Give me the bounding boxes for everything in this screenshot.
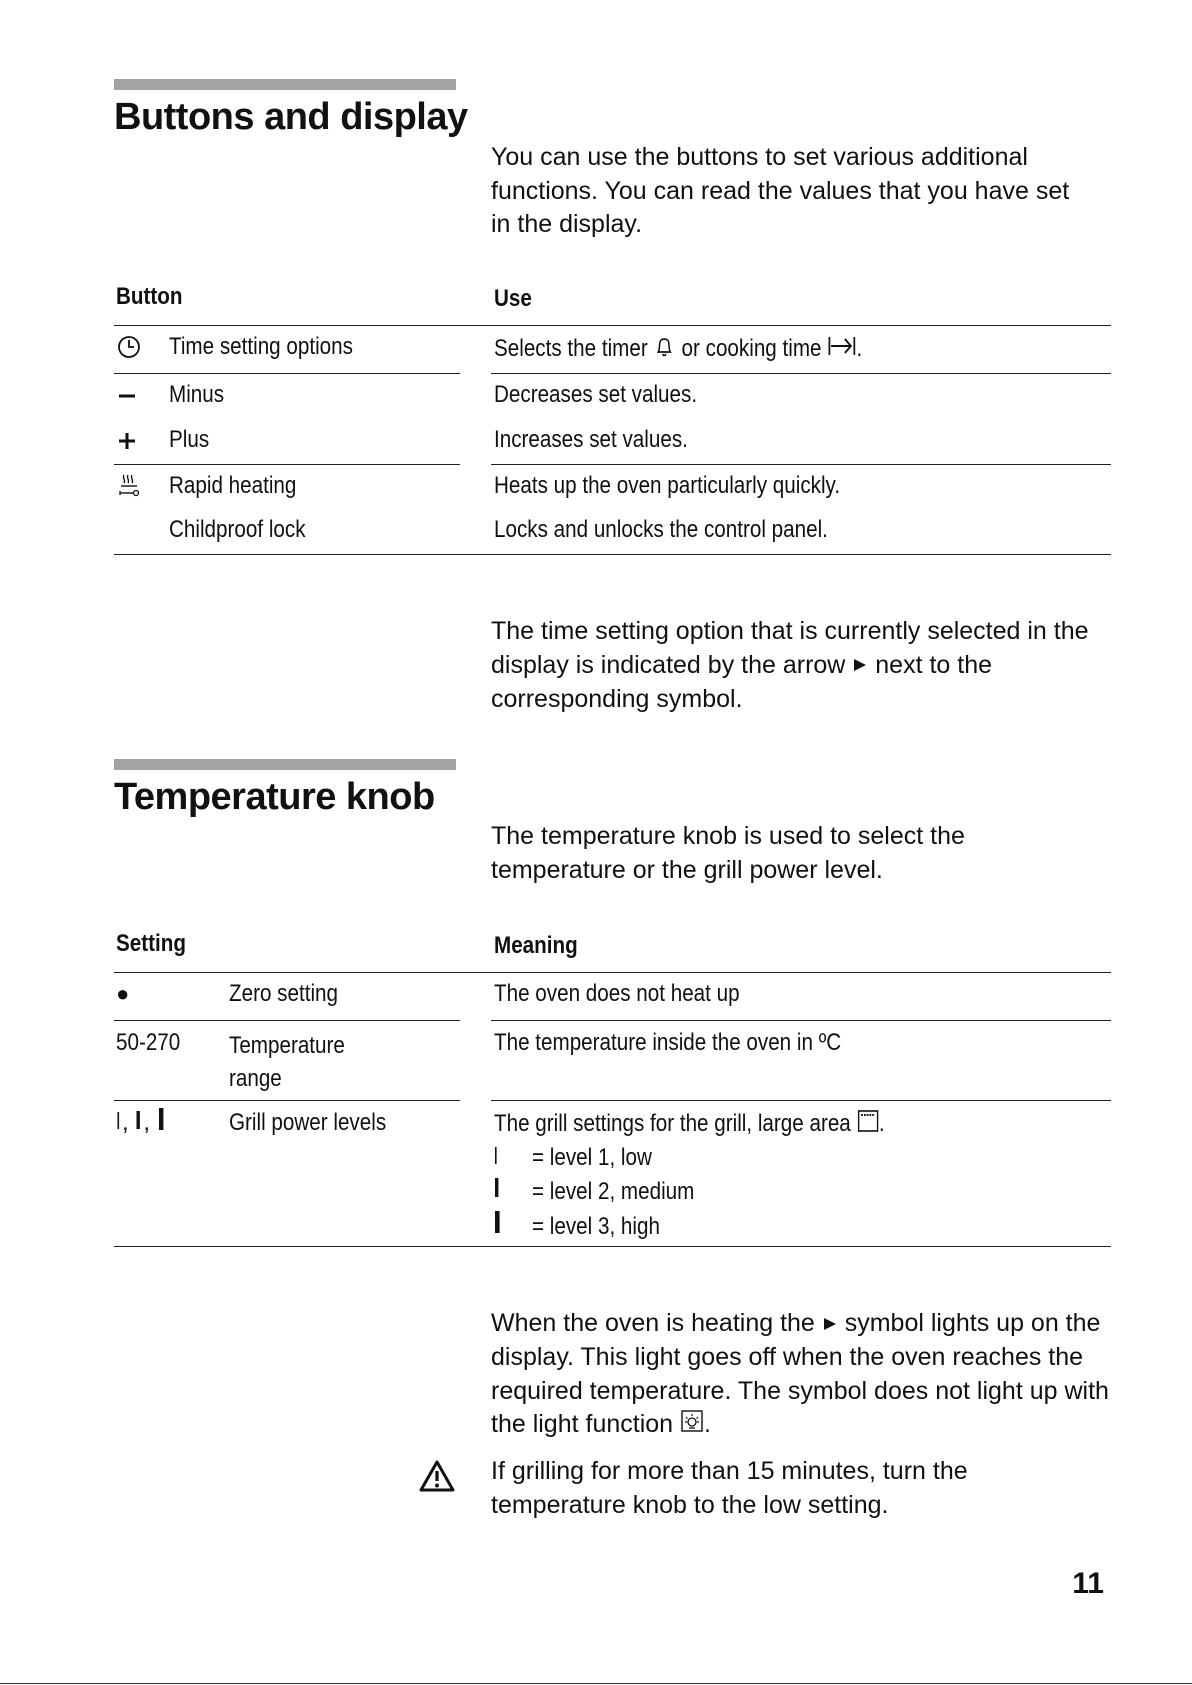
note-heating-symbol: When the oven is heating the symbol lights up on the display. This light goes off when the oven reaches the required temperature. The symbol does not light up with the light function .	[491, 1307, 1111, 1442]
section-bar-buttons	[114, 79, 456, 90]
minus-icon	[116, 383, 138, 409]
light-function-icon	[680, 1409, 704, 1443]
table1-rule-2-right	[491, 464, 1111, 465]
setting-temperature-range: 50-270	[116, 1029, 181, 1056]
row-use-time-setting: Selects the timer or cooking time .	[494, 333, 922, 366]
row-meaning-grill: The grill settings for the grill, large area .	[494, 1109, 948, 1140]
warning-text: If grilling for more than 15 minutes, turn the temperature knob to the low setting.	[491, 1457, 968, 1519]
grill-level-list	[494, 1141, 721, 1245]
heading-buttons-and-display: Buttons and display	[114, 96, 468, 138]
page-number: 11	[1072, 1567, 1104, 1600]
row-label-plus: Plus	[169, 426, 210, 453]
table2-rule-1-right	[491, 1020, 1111, 1021]
cooking-time-icon	[827, 334, 856, 365]
table1-rule-1-left	[114, 373, 460, 374]
row-label-rapid-heating: Rapid heating	[169, 472, 297, 499]
row-use-childproof-lock: Locks and unlocks the control panel.	[494, 516, 828, 543]
table2-rule-2-left	[114, 1100, 460, 1101]
section-bar-temperature	[114, 759, 456, 770]
heading-temperature-knob: Temperature knob	[114, 776, 435, 818]
intro-buttons: You can use the buttons to set various additional functions. You can read the values that you have set in the display.	[491, 143, 1070, 238]
grill-level-1-row: = level 1, low	[494, 1141, 721, 1175]
warning-icon	[417, 1458, 457, 1494]
row-label-grill-power: Grill power levels	[229, 1109, 387, 1136]
table1-rule-2-left	[114, 464, 460, 465]
row-use-plus: Increases set values.	[494, 426, 688, 453]
grill-level-2-row: = level 2, medium	[494, 1175, 721, 1209]
table2-rule-1-left	[114, 1020, 460, 1021]
bell-icon	[653, 333, 675, 366]
table1-rule-bottom	[114, 554, 1111, 555]
grill-level-3-icon	[157, 1107, 166, 1140]
setting-grill-levels: , ,	[116, 1107, 166, 1140]
row-label-childproof-lock: Childproof lock	[169, 516, 306, 543]
plus-icon	[116, 428, 138, 454]
table2-rule-2-right	[491, 1100, 1111, 1101]
table1-rule-1-right	[491, 373, 1111, 374]
clock-icon	[116, 334, 142, 360]
row-label-zero-setting: Zero setting	[229, 980, 338, 1007]
row-meaning-zero-setting: The oven does not heat up	[494, 980, 740, 1007]
arrow-right-icon	[852, 649, 868, 683]
table2-rule-bottom	[114, 1246, 1111, 1247]
grill-level-3-row: = level 3, high	[494, 1210, 721, 1246]
page-bottom-edge	[0, 1683, 1192, 1684]
row-label-minus: Minus	[169, 381, 225, 408]
arrow-right-icon	[822, 1308, 838, 1342]
table1-header-button: Button	[116, 283, 183, 310]
setting-zero-dot: ●	[116, 981, 130, 1006]
table2-rule-top	[114, 972, 1111, 973]
table1-header-use: Use	[494, 285, 532, 312]
intro-temperature: The temperature knob is used to select the temperature or the grill power level.	[491, 822, 965, 884]
row-meaning-temperature-range: The temperature inside the oven in ºC	[494, 1029, 842, 1056]
row-use-minus: Decreases set values.	[494, 381, 698, 408]
grill-large-area-icon	[857, 1109, 879, 1140]
table1-rule-top	[114, 325, 1111, 326]
table2-header-meaning: Meaning	[494, 932, 578, 959]
row-label-time-setting: Time setting options	[169, 333, 353, 360]
note-time-setting-arrow: The time setting option that is currently selected in the display is indicated by the arrow next to the corresponding symbol.	[491, 617, 1089, 713]
rapid-heating-icon	[116, 472, 142, 500]
row-use-rapid-heating: Heats up the oven particularly quickly.	[494, 472, 841, 499]
row-label-temperature-range: Temperature range	[229, 1032, 345, 1092]
grill-level-2-icon	[135, 1108, 143, 1139]
table2-header-setting: Setting	[116, 930, 186, 957]
